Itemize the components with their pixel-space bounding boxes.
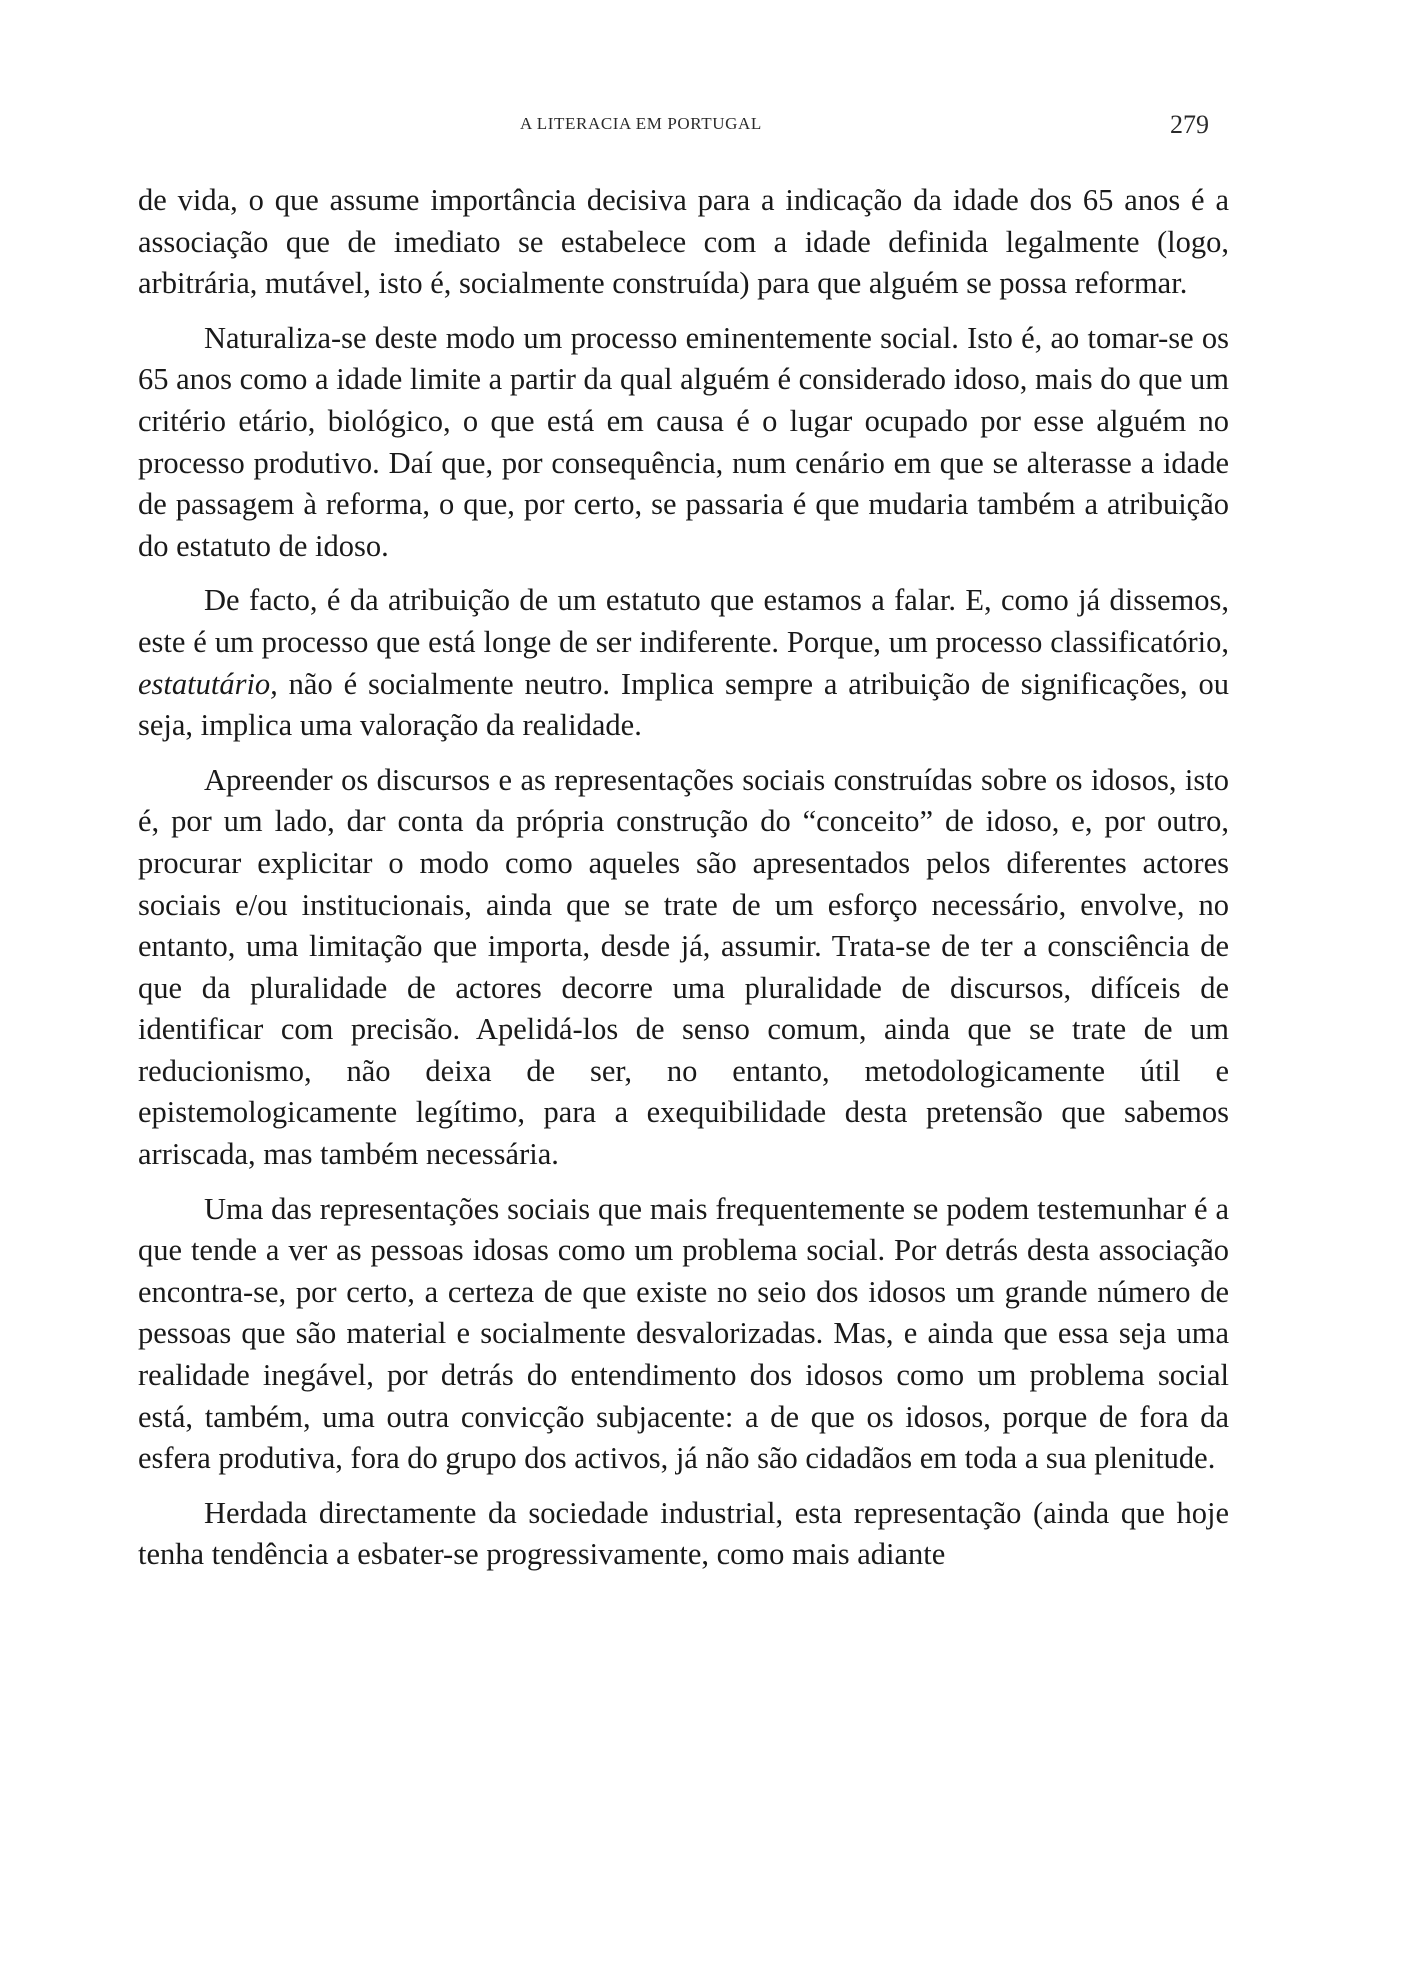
paragraph-3 — [138, 580, 1229, 746]
paragraph-3-part-2: não é socialmente neutro. Implica sempre a atribuição de significações, ou seja, implica uma valoração da realidade. — [138, 666, 1229, 743]
paragraph-4: Apreender os discursos e as representações sociais construídas sobre os idosos, isto é, por um lado, dar conta da própria construção do “conceito” de idoso, e, por outro, procurar explicitar o modo como aqueles são apresentados pelos diferentes actores sociais e/ou institucionais, ainda que se trate de um esforço necessário, envolve, no entanto, uma limitação que importa, desde já, assumir. Trata-se de ter a consciência de que da pluralidade de actores decorre uma pluralidade de discursos, difíceis de identificar com precisão. Apelidá-los de senso comum, ainda que se trate de um reducionismo, não deixa de ser, no entanto, metodologicamente útil e epistemologicamente legítimo, para a exequibilidade desta pretensão que sabemos arriscada, mas também necessária. — [138, 762, 1229, 1172]
paragraph-3-part-1: De facto, é da atribuição de um estatuto que estamos a falar. E, como já dissemos, este é um processo que está longe de ser indiferente. Porque, um processo classificatório, — [138, 583, 1229, 659]
page-number: 279 — [1170, 110, 1209, 139]
body-text — [138, 180, 1229, 1589]
paragraph-6: Herdada directamente da sociedade industrial, esta representação (ainda que hoje tenha tendência a esbater-se progressivamente, como mais adiante — [138, 1495, 1229, 1572]
paragraph-1: de vida, o que assume importância decisiva para a indicação da idade dos 65 anos é a associação que de imediato se estabelece com a idade definida legalmente (logo, arbitrária, mutável, isto é, socialmente construída) para que alguém se possa reformar. — [138, 183, 1229, 301]
italic-term: estatutário, — [138, 666, 278, 701]
running-header — [0, 112, 1422, 142]
paragraph-5: Uma das representações sociais que mais frequentemente se podem testemunhar é a que tende a ver as pessoas idosas como um problema social. Por detrás desta associação encontra-se, por certo, a certeza de que existe no seio dos idosos um grande número de pessoas que são material e socialmente desvalorizadas. Mas, e ainda que essa seja uma realidade inegável, por detrás do entendimento dos idosos como um problema social está, também, uma outra convicção subjacente: a de que os idosos, porque de fora da esfera produtiva, fora do grupo dos activos, já não são cidadãos em toda a sua plenitude. — [138, 1191, 1229, 1476]
paragraph-2: Naturaliza-se deste modo um processo eminentemente social. Isto é, ao tomar-se os 65 anos como a idade limite a partir da qual alguém é considerado idoso, mais do que um critério etário, biológico, o que está em causa é o lugar ocupado por esse alguém no processo produtivo. Daí que, por consequência, num cenário em que se alterasse a idade de passagem à reforma, o que, por certo, se passaria é que mudaria também a atribuição do estatuto de idoso. — [138, 320, 1229, 563]
running-title: A LITERACIA EM PORTUGAL — [520, 114, 762, 133]
